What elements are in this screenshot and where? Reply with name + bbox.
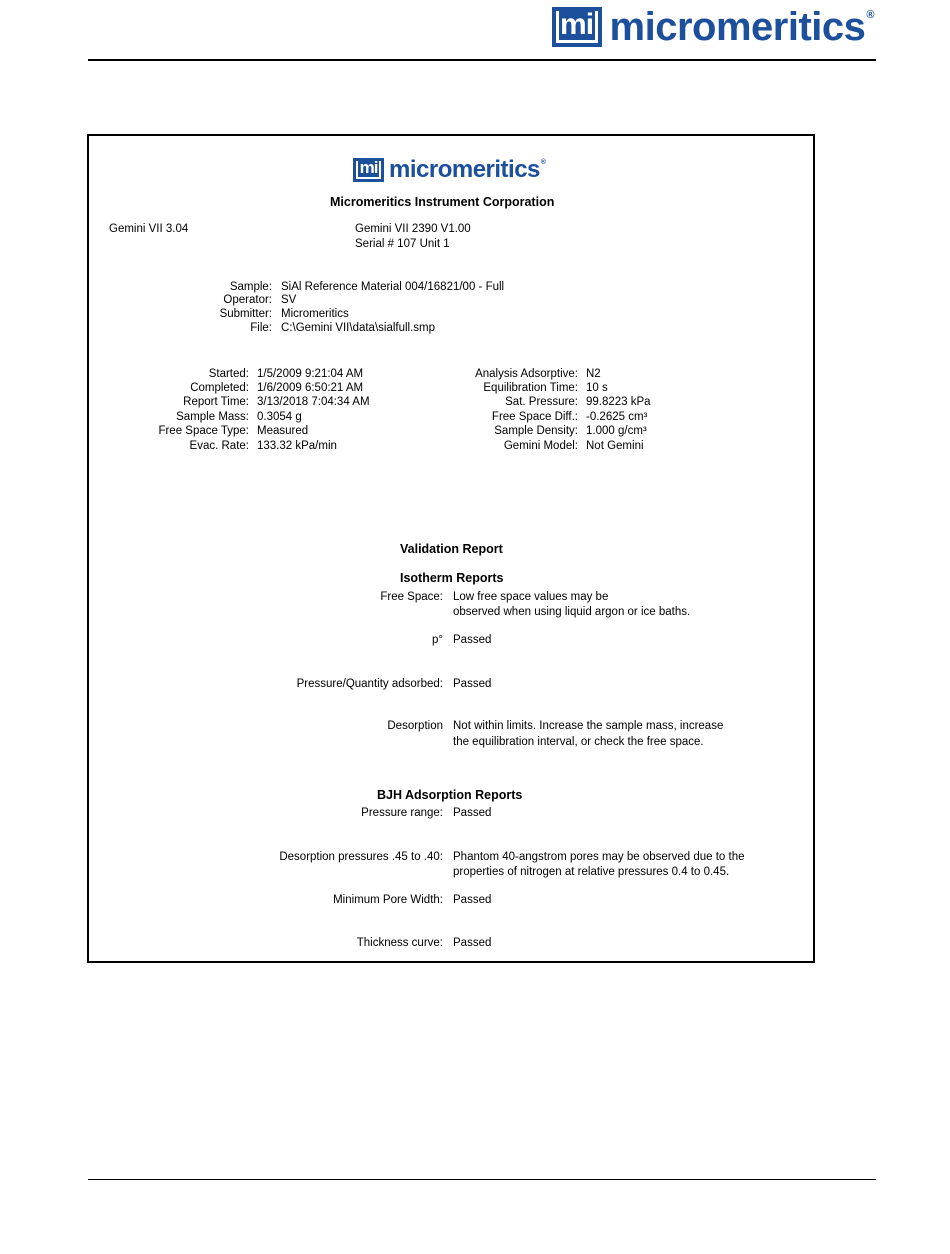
validation-result: Not within limits. Increase the sample mass, increase the equilibration interval, or check the free space. [453,720,724,748]
header-divider [88,59,876,61]
company-name: Micromeritics Instrument Corporation [330,195,555,209]
validation-label: Free Space: [380,591,443,603]
submitter-value: Micromeritics [281,308,349,320]
param-label: Equilibration Time: [483,382,578,394]
validation-label: p° [432,634,443,646]
validation-result: Passed [453,894,492,906]
validation-result: Phantom 40-angstrom pores may be observed due to the properties of nitrogen at relative pressures 0.4 to 0.45. [453,851,745,878]
serial-info: Serial # 107 Unit 1 [355,238,450,250]
validation-result: Passed [453,937,492,949]
validation-label: Pressure range: [361,807,443,819]
report-wordmark: micromeritics® [389,156,546,183]
bjh-title: BJH Adsorption Reports [377,788,523,802]
param-label: Evac. Rate: [189,440,249,452]
param-value: 1/6/2009 6:50:21 AM [257,382,364,394]
brand-logo-icon: mi [552,7,602,47]
validation-result: Passed [453,678,492,690]
param-value: 3/13/2018 7:04:34 AM [257,396,370,408]
param-value: 99.8223 kPa [586,396,651,408]
file-value: C:\Gemini VII\data\sialfull.smp [281,322,436,334]
validation-result: Low free space values may be observed when using liquid argon or ice baths. [453,591,691,618]
param-label: Free Space Diff.: [491,411,578,423]
param-value: Measured [257,425,309,437]
param-value: Not Gemini [586,440,644,452]
operator-label: Operator: [223,294,272,306]
param-label: Completed: [190,382,249,394]
param-value: 10 s [586,382,608,394]
param-label: Analysis Adsorptive: [475,368,578,380]
param-label: Gemini Model: [503,440,578,452]
validation-result: Passed [453,807,492,819]
param-label: Sat. Pressure: [505,396,578,408]
report-frame [87,134,815,963]
validation-label: Minimum Pore Width: [333,894,443,906]
sample-label: Sample: [229,281,272,293]
operator-value: SV [281,294,297,306]
param-label: Sample Density: [494,425,578,437]
report-logo-icon: mi [353,158,384,182]
validation-title: Validation Report [400,542,503,556]
param-value: -0.2625 cm³ [586,411,648,423]
file-label: File: [250,322,272,334]
param-label: Free Space Type: [158,425,249,437]
footer-divider [88,1179,876,1180]
software-version: Gemini VII 3.04 [109,223,189,235]
sample-value: SiAl Reference Material 004/16821/00 - Full [281,281,505,293]
param-label: Report Time: [183,396,249,408]
report-logo [353,158,546,182]
validation-label: Desorption pressures .45 to .40: [279,851,443,863]
param-value: 133.32 kPa/min [257,440,337,452]
validation-label: Thickness curve: [356,937,443,949]
param-value: 1.000 g/cm³ [586,425,647,437]
page-header-logo [552,7,874,47]
brand-wordmark: micromeritics® [609,5,874,49]
isotherm-title: Isotherm Reports [400,571,504,585]
param-label: Started: [208,368,249,380]
submitter-label: Submitter: [219,308,272,320]
param-value: 1/5/2009 9:21:04 AM [257,368,364,380]
validation-label: Pressure/Quantity adsorbed: [296,678,443,690]
validation-result: Passed [453,634,492,646]
param-label: Sample Mass: [176,411,249,423]
instrument-info: Gemini VII 2390 V1.00 [355,223,471,235]
param-value: N2 [586,368,601,380]
validation-label: Desorption [387,720,443,732]
param-value: 0.3054 g [257,411,302,423]
